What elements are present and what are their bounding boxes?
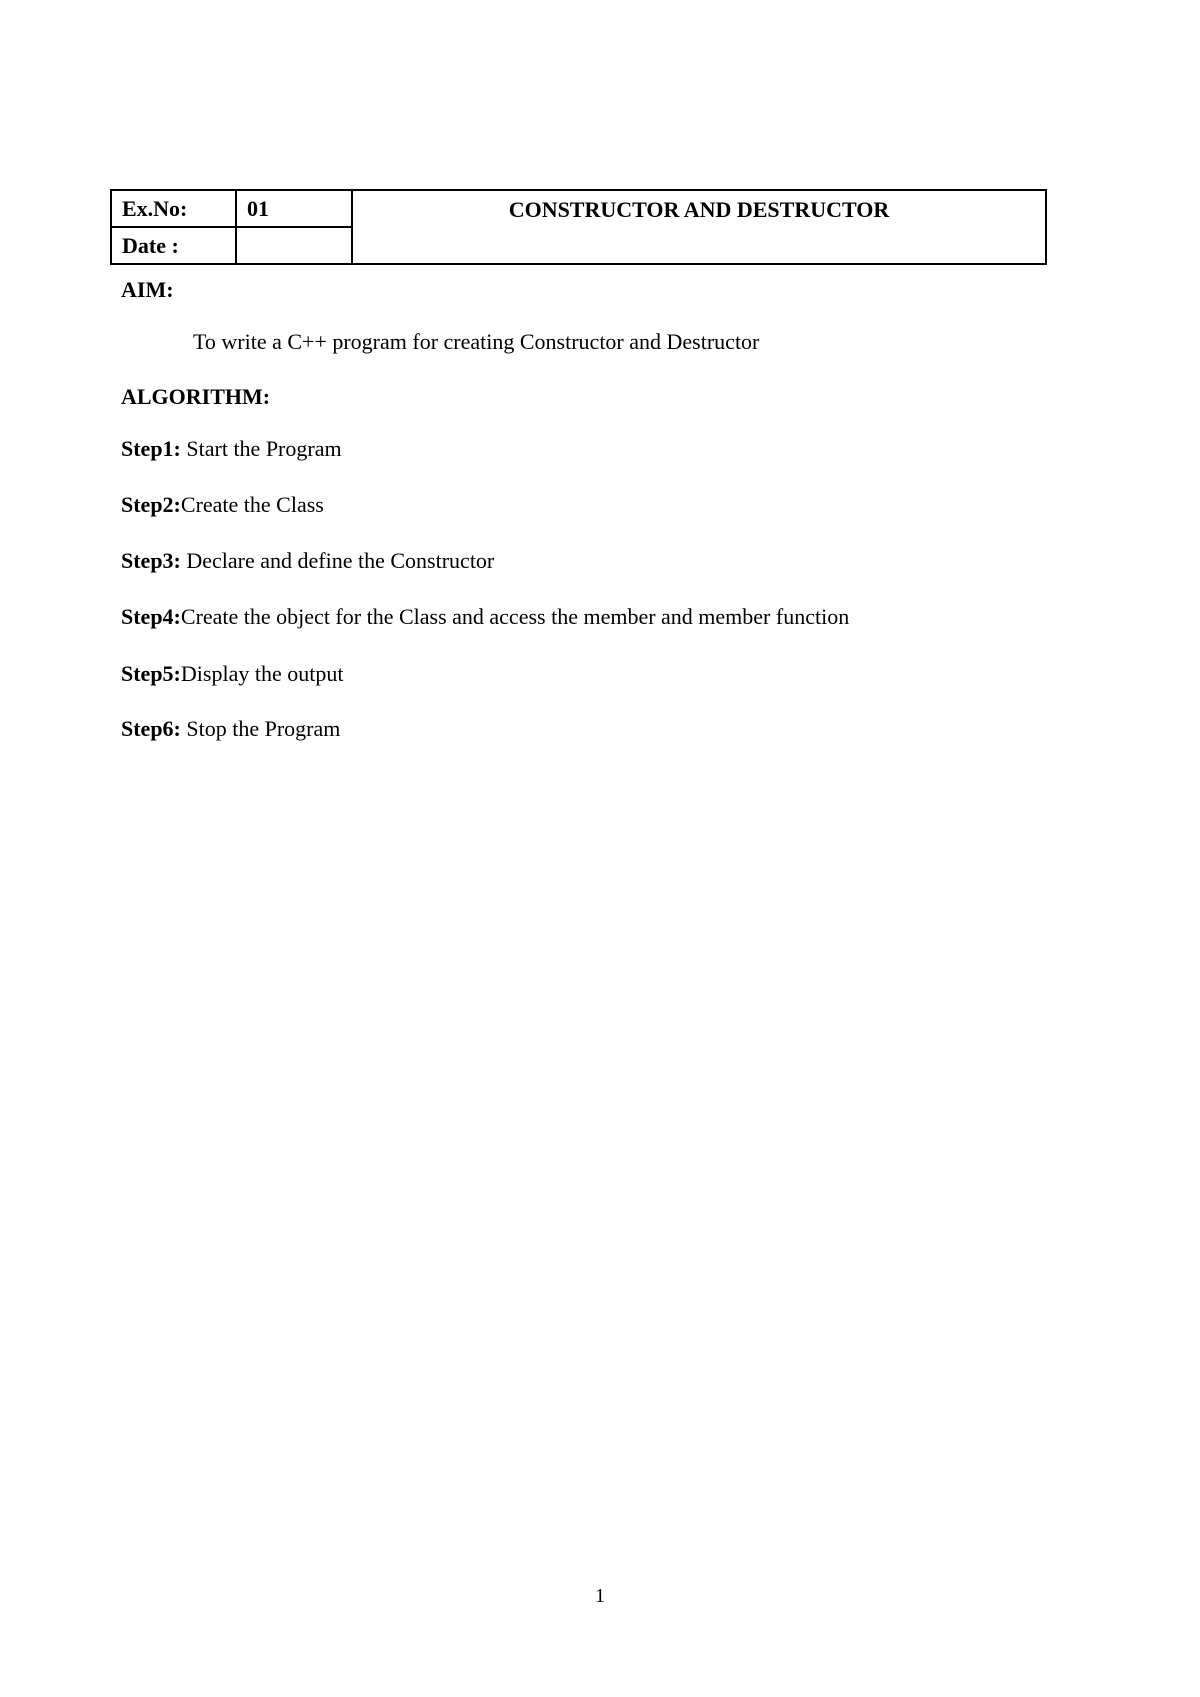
algorithm-step [121,661,343,687]
ex-no-label: Ex.No: [111,190,236,227]
step-text: Declare and define the Constructor [186,548,495,573]
algorithm-step [121,436,342,462]
step-label: Step4: [121,604,181,629]
step-label: Step1: [121,436,181,461]
step-label: Step5: [121,661,181,686]
exercise-title: CONSTRUCTOR AND DESTRUCTOR [352,190,1046,264]
aim-heading: AIM: [121,277,174,302]
step-text: Create the object for the Class and access the member and member function [180,604,850,629]
step-text: Create the Class [180,492,324,517]
date-value [236,227,352,264]
exercise-header-table [110,189,1047,265]
algorithm-step [121,492,324,518]
date-label: Date : [111,227,236,264]
algorithm-step [121,716,340,742]
step-text: Stop the Program [186,716,341,741]
aim-text: To write a C++ program for creating Constructor and Destructor [193,329,760,354]
ex-no-value: 01 [236,190,352,227]
step-label: Step3: [121,548,181,573]
page-number: 1 [595,1585,605,1607]
header-row-ex-no [111,190,1046,227]
step-label: Step6: [121,716,181,741]
step-text: Start the Program [186,436,342,461]
step-label: Step2: [121,492,181,517]
step-text: Display the output [180,661,344,686]
algorithm-heading: ALGORITHM: [121,384,271,409]
algorithm-step [121,548,494,574]
algorithm-step [121,604,849,630]
